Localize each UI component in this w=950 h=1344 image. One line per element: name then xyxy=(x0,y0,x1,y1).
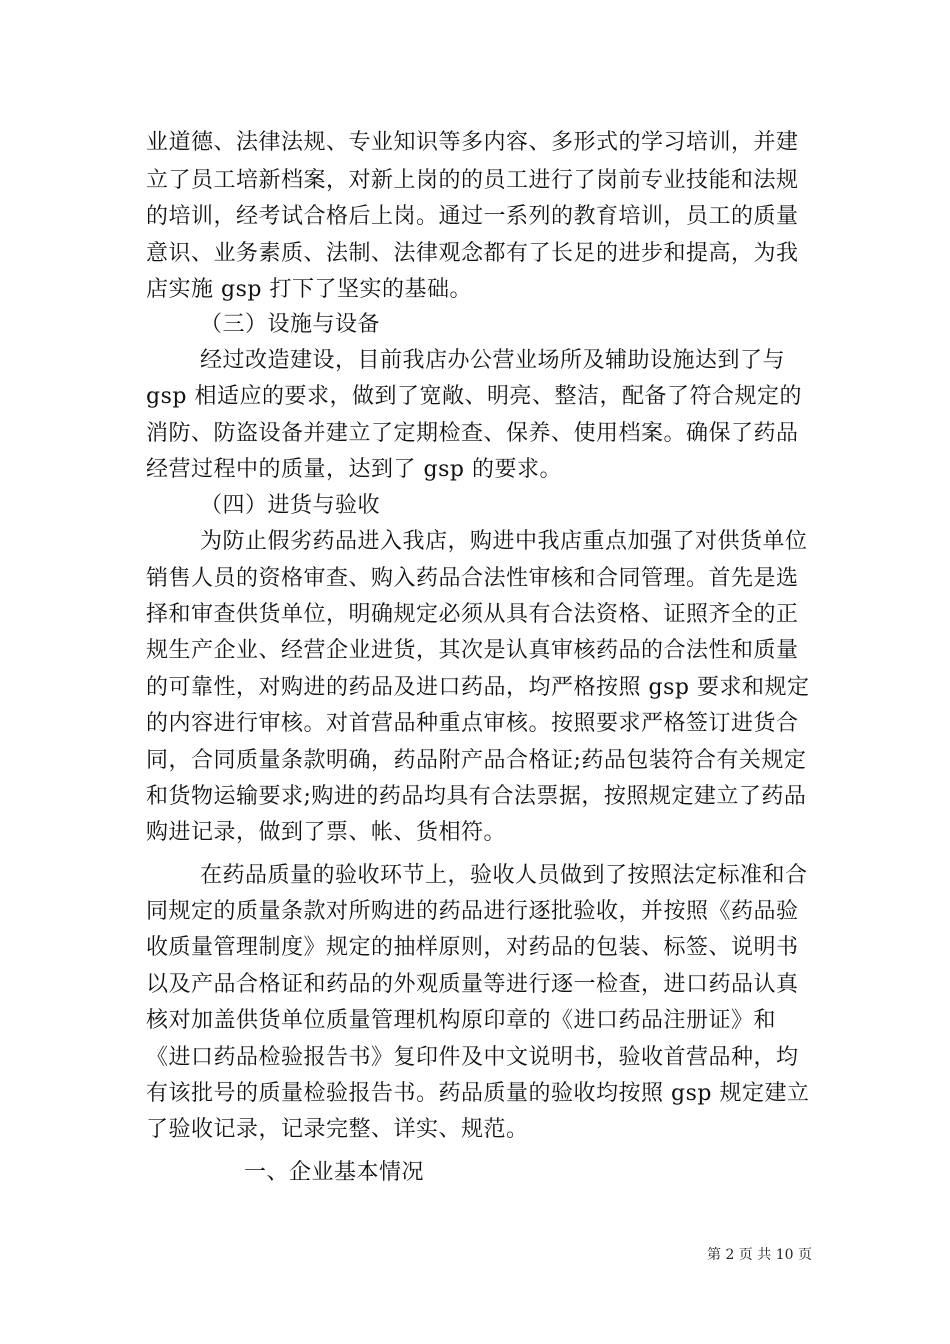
text-line: 《进口药品检验报告书》复印件及中文说明书，验收首营品种，均 xyxy=(146,1045,799,1070)
text-line: 和货物运输要求;购进的药品均具有合法票据，按照规定建立了药品 xyxy=(146,784,807,809)
text-line: 店实施 gsp 打下了坚实的基础。 xyxy=(146,277,472,302)
text-line: 为防止假劣药品进入我店，购进中我店重点加强了对供货单位 xyxy=(200,529,808,554)
text-line: 同，合同质量条款明确，药品附产品合格证;药品包装符合有关规定 xyxy=(146,748,807,773)
section-heading-enterprise: 一、企业基本情况 xyxy=(244,1160,425,1185)
text-line: 经过改造建设，目前我店办公营业场所及辅助设施达到了与 xyxy=(200,348,786,373)
text-line: 有该批号的质量检验报告书。药品质量的验收均按照 gsp 规定建立 xyxy=(146,1081,810,1106)
text-line: 收质量管理制度》规定的抽样原则，对药品的包装、标签、说明书 xyxy=(146,935,799,960)
text-line: 核对加盖供货单位质量管理机构原印章的《进口药品注册证》和 xyxy=(146,1008,777,1033)
text-line: 经营过程中的质量，达到了 gsp 的要求。 xyxy=(146,457,562,482)
text-line: 的可靠性，对购进的药品及进口药品，均严格按照 gsp 要求和规定 xyxy=(146,675,810,700)
text-line: 的培训，经考试合格后上岗。通过一系列的教育培训，员工的质量 xyxy=(146,204,799,229)
text-line: 同规定的质量条款对所购进的药品进行逐批验收，并按照《药品验 xyxy=(146,899,799,924)
text-line: 购进记录，做到了票、帐、货相符。 xyxy=(146,820,507,845)
text-line: 了验收记录，记录完整、详实、规范。 xyxy=(146,1117,529,1142)
section-heading-procurement: （四）进货与验收 xyxy=(200,493,381,518)
text-line: 择和审查供货单位，明确规定必须从具有合法资格、证照齐全的正 xyxy=(146,602,799,627)
section-heading-facilities: （三）设施与设备 xyxy=(200,312,381,337)
text-line: 销售人员的资格审查、购入药品合法性审核和合同管理。首先是选 xyxy=(146,566,799,591)
text-line: 以及产品合格证和药品的外观质量等进行逐一检查，进口药品认真 xyxy=(146,972,799,997)
text-line: 规生产企业、经营企业进货，其次是认真审核药品的合法性和质量 xyxy=(146,638,799,663)
text-line: 立了员工培新档案，对新上岗的的员工进行了岗前专业技能和法规 xyxy=(146,168,799,193)
text-line: 消防、防盗设备并建立了定期检查、保养、使用档案。确保了药品 xyxy=(146,421,799,446)
text-line: 在药品质量的验收环节上，验收人员做到了按照法定标准和合 xyxy=(200,863,808,888)
text-line: 的内容进行审核。对首营品种重点审核。按照要求严格签订进货合 xyxy=(146,711,799,736)
page-number: 第 2 页 共 10 页 xyxy=(707,1247,812,1263)
text-line: 业道德、法律法规、专业知识等多内容、多形式的学习培训，并建 xyxy=(146,130,799,155)
text-line: gsp 相适应的要求，做到了宽敞、明亮、整洁，配备了符合规定的 xyxy=(146,384,802,409)
text-line: 意识、业务素质、法制、法律观念都有了长足的进步和提高，为我 xyxy=(146,241,799,266)
